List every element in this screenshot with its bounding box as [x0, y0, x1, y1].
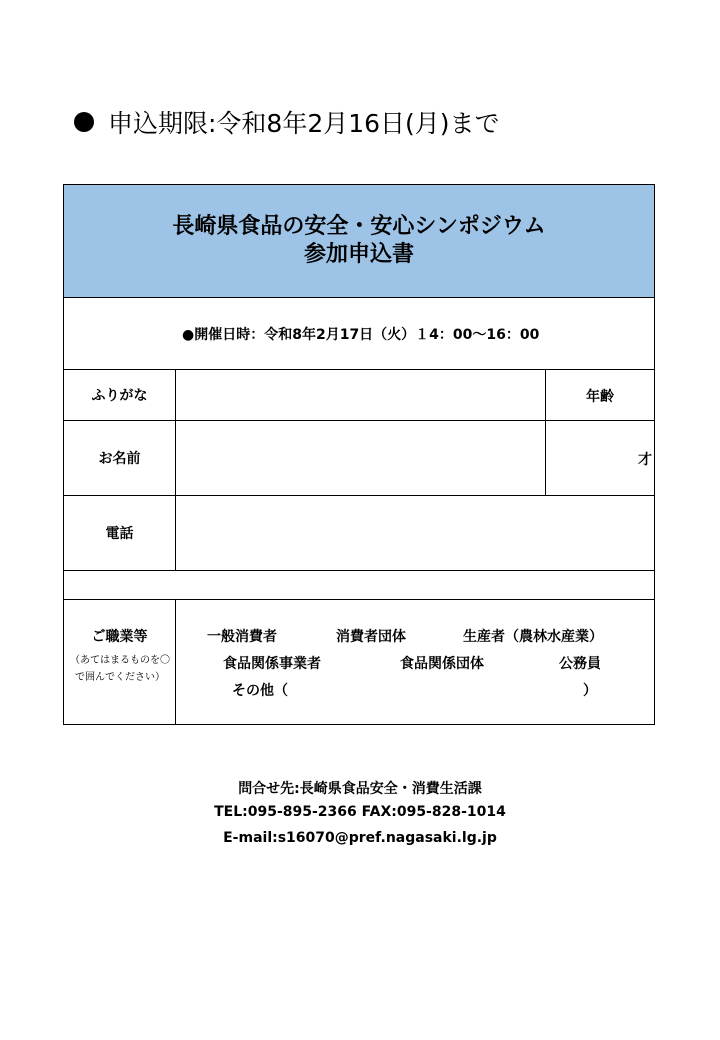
- option-other[interactable]: その他（: [232, 683, 288, 699]
- contact-email[interactable]: E-mail:s16070@pref.nagasaki.lg.jp: [223, 830, 497, 846]
- name-label: お名前: [64, 421, 176, 495]
- age-input[interactable]: [545, 421, 656, 495]
- furigana-input[interactable]: [176, 370, 545, 420]
- name-input[interactable]: [176, 421, 545, 495]
- deadline-text: 申込期限:令和8年2月16日(月)まで: [108, 109, 500, 138]
- form-subtitle: 参加申込書: [303, 242, 414, 267]
- option-general-consumer[interactable]: 一般消費者: [207, 629, 277, 645]
- spacer-row: [64, 571, 654, 600]
- phone-label: 電話: [64, 496, 176, 570]
- phone-input[interactable]: [176, 496, 656, 570]
- event-date-row: [64, 298, 654, 370]
- option-other-close: ）: [583, 683, 597, 699]
- bullet-icon: [74, 112, 94, 132]
- age-label: 年齢: [586, 389, 614, 405]
- furigana-label: ふりがな: [64, 370, 176, 420]
- furigana-row: [64, 370, 654, 421]
- name-row: [64, 421, 654, 496]
- contact-phone-fax: TEL:095-895-2366 FAX:095-828-1014: [214, 804, 506, 820]
- phone-row: [64, 496, 654, 571]
- form-title: 長崎県食品の安全・安心シンポジウム: [172, 214, 546, 239]
- occupation-row: [64, 600, 654, 724]
- option-food-group[interactable]: 食品関係団体: [400, 656, 484, 672]
- occupation-note: （あてはまるものを〇で囲んでください）: [70, 655, 170, 683]
- form-header: [64, 185, 654, 298]
- option-producer[interactable]: 生産者（農林水産業）: [463, 629, 603, 645]
- application-form: [63, 184, 655, 725]
- occupation-label-cell: [64, 600, 176, 724]
- option-public-servant[interactable]: 公務員: [559, 656, 601, 672]
- option-consumer-group[interactable]: 消費者団体: [336, 629, 406, 645]
- occupation-label: ご職業等: [91, 629, 148, 645]
- option-food-business[interactable]: 食品関係事業者: [223, 656, 321, 672]
- contact-line: 問合せ先:長崎県食品安全・消費生活課: [238, 781, 482, 797]
- age-label-cell: [545, 370, 656, 420]
- deadline-line: [74, 104, 500, 140]
- age-unit: 才: [638, 452, 652, 468]
- event-date: ●開催日時：令和8年2月17日（火）１4：00～16：00: [182, 327, 540, 343]
